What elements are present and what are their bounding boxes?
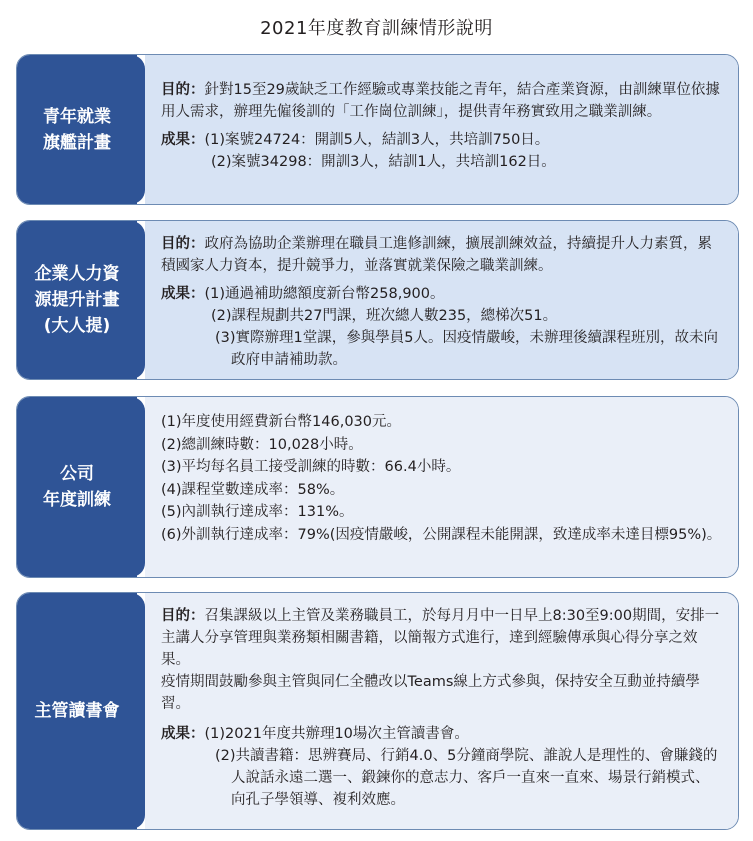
purpose-text: 召集課級以上主管及業務職員工，於每月月中一日早上8:30至9:00期間，安排一主講人分享管理與業務類相關書籍，以簡報方式進行，達到經驗傳承與心得分享之效果。	[161, 608, 720, 668]
section-label-text: 青年就業 旗艦計畫	[43, 106, 111, 153]
result-item: (1)2021年度共辦理10場次主管讀書會。	[204, 726, 469, 742]
purpose-paragraph	[161, 79, 722, 123]
section-annual-training	[16, 396, 739, 578]
result-key: 成果：	[161, 132, 205, 148]
purpose-text: 針對15至29歲缺乏工作經驗或專業技能之青年，結合產業資源，由訓練單位依據用人需求，辦理先僱後訓的「工作崗位訓練」，提供青年務實致用之職業訓練。	[161, 82, 720, 120]
purpose-key: 目的：	[161, 608, 205, 624]
result-item: (2)案號34298：開訓3人，結訓1人，共培訓162日。	[211, 154, 556, 170]
section-reading-club	[16, 592, 739, 830]
list-item: (6)外訓執行達成率：79%(因疫情嚴峻，公開課程未能開課，致達成率未達目標95%)。	[161, 526, 722, 543]
purpose-key: 目的：	[161, 82, 205, 98]
result-item: (2)共讀書籍：思辨賽局、行銷4.0、5分鐘商學院、誰說人是理性的、會賺錢的人說話永遠二選一、鍛鍊你的意志力、客戶一直來一直來、場景行銷模式、向孔子學領導、複利效應。	[215, 748, 718, 808]
section-text	[161, 233, 722, 371]
section-label	[17, 593, 137, 829]
section-label	[17, 397, 137, 577]
purpose-text: 政府為協助企業辦理在職員工進修訓練，擴展訓練效益，持續提升人力素質，累積國家人力資本，提升競爭力，並落實就業保險之職業訓練。	[161, 236, 712, 274]
section-label-text: 公司 年度訓練	[43, 464, 111, 510]
section-content	[145, 593, 738, 829]
purpose-paragraph	[161, 605, 722, 671]
section-content	[145, 221, 738, 379]
result-line	[161, 305, 722, 327]
section-text	[161, 605, 722, 811]
section-enterprise-hr	[16, 220, 739, 380]
list-item: (1)年度使用經費新台幣146,030元。	[161, 414, 401, 430]
result-line	[161, 151, 722, 173]
result-line	[161, 723, 722, 745]
section-label	[17, 55, 137, 204]
result-item: (1)案號24724：開訓5人，結訓3人，共培訓750日。	[204, 132, 550, 148]
result-line	[161, 129, 722, 151]
list-item: (4)課程堂數達成率：58%。	[161, 481, 345, 498]
list-item: (2)總訓練時數：10,028小時。	[161, 436, 363, 453]
result-line	[161, 283, 722, 305]
purpose-paragraph-2: 疫情期間鼓勵參與主管與同仁全體改以Teams線上方式參與，保持安全互動並持續學習。	[161, 674, 700, 712]
list-item: (3)平均每名員工接受訓練的時數：66.4小時。	[161, 459, 461, 475]
page-title: 2021年度教育訓練情形說明	[260, 18, 493, 39]
section-text	[161, 79, 722, 173]
section-label	[17, 221, 137, 379]
purpose-paragraph	[161, 233, 722, 277]
result-key: 成果：	[161, 286, 205, 302]
list-item: (5)內訓執行達成率：131%。	[161, 504, 354, 520]
result-line	[161, 327, 722, 371]
section-label-text: 企業人力資 源提升計畫 (大人提)	[34, 264, 120, 336]
result-item: (3)實際辦理1堂課，參與學員5人。因疫情嚴峻，未辦理後續課程班別，故未向政府申請補助款。	[215, 330, 718, 368]
result-key: 成果：	[161, 726, 205, 742]
result-line	[161, 745, 722, 811]
section-label-text: 主管讀書會	[34, 701, 120, 721]
section-youth-employment	[16, 54, 739, 205]
purpose-key: 目的：	[161, 236, 205, 252]
section-text	[161, 411, 722, 546]
result-item: (1)通過補助總額度新台幣258,900。	[204, 286, 445, 302]
section-content	[145, 397, 738, 577]
section-content	[145, 55, 738, 204]
result-item: (2)課程規劃共27門課，班次總人數235，總梯次51。	[211, 308, 558, 324]
